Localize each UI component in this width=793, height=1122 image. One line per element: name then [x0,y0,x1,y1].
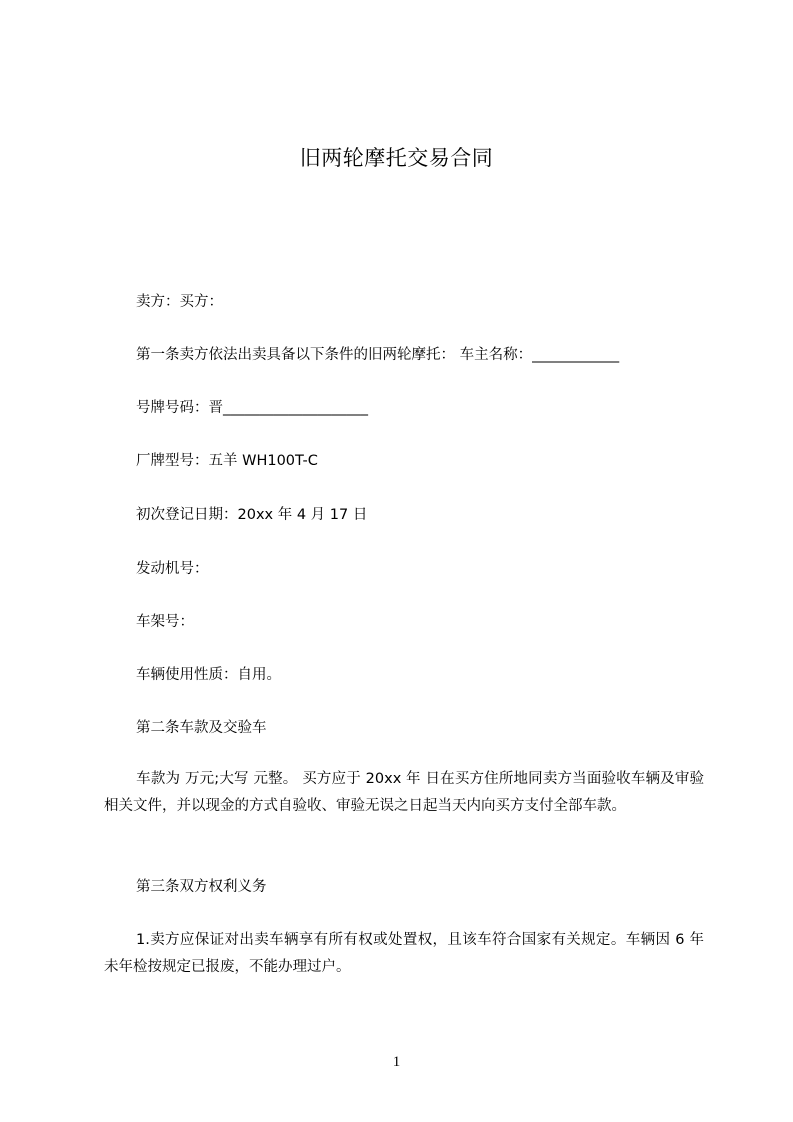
article-1-line: 第一条卖方依法出卖具备以下条件的旧两轮摩托： 车主名称：____________ [136,347,620,363]
seller-guarantee-paragraph [104,927,704,981]
article-3-heading: 第三条双方权利义务 [136,879,267,895]
seller-guarantee-paragraph-text: 1.卖方应保证对出卖车辆享有所有权或处置权，且该车符合国家有关规定。车辆因 6 年未年检按规定已报废，不能办理过户。 [104,932,704,975]
document-title: 旧两轮摩托交易合同 [299,146,494,170]
model-line: 厂牌型号：五羊 WH100T-C [136,453,318,469]
article-2-heading: 第二条车款及交验车 [136,720,267,736]
payment-paragraph [104,766,704,820]
engine-number-line: 发动机号： [136,561,209,577]
payment-paragraph-text: 车款为 万元;大写 元整。 买方应于 20xx 年 日在买方住所地同卖方当面验收车辆及审验相关文件，并以现金的方式自验收、审验无误之日起当天内向买方支付全部车款。 [104,771,704,814]
plate-number-line: 号牌号码：晋____________________ [136,400,368,416]
parties-line: 卖方：买方： [136,294,223,310]
registration-date-line: 初次登记日期：20xx 年 4 月 17 日 [136,507,368,523]
page-number: 1 [392,1054,401,1070]
frame-number-line: 车架号： [136,614,194,630]
usage-line: 车辆使用性质：自用。 [136,667,281,683]
